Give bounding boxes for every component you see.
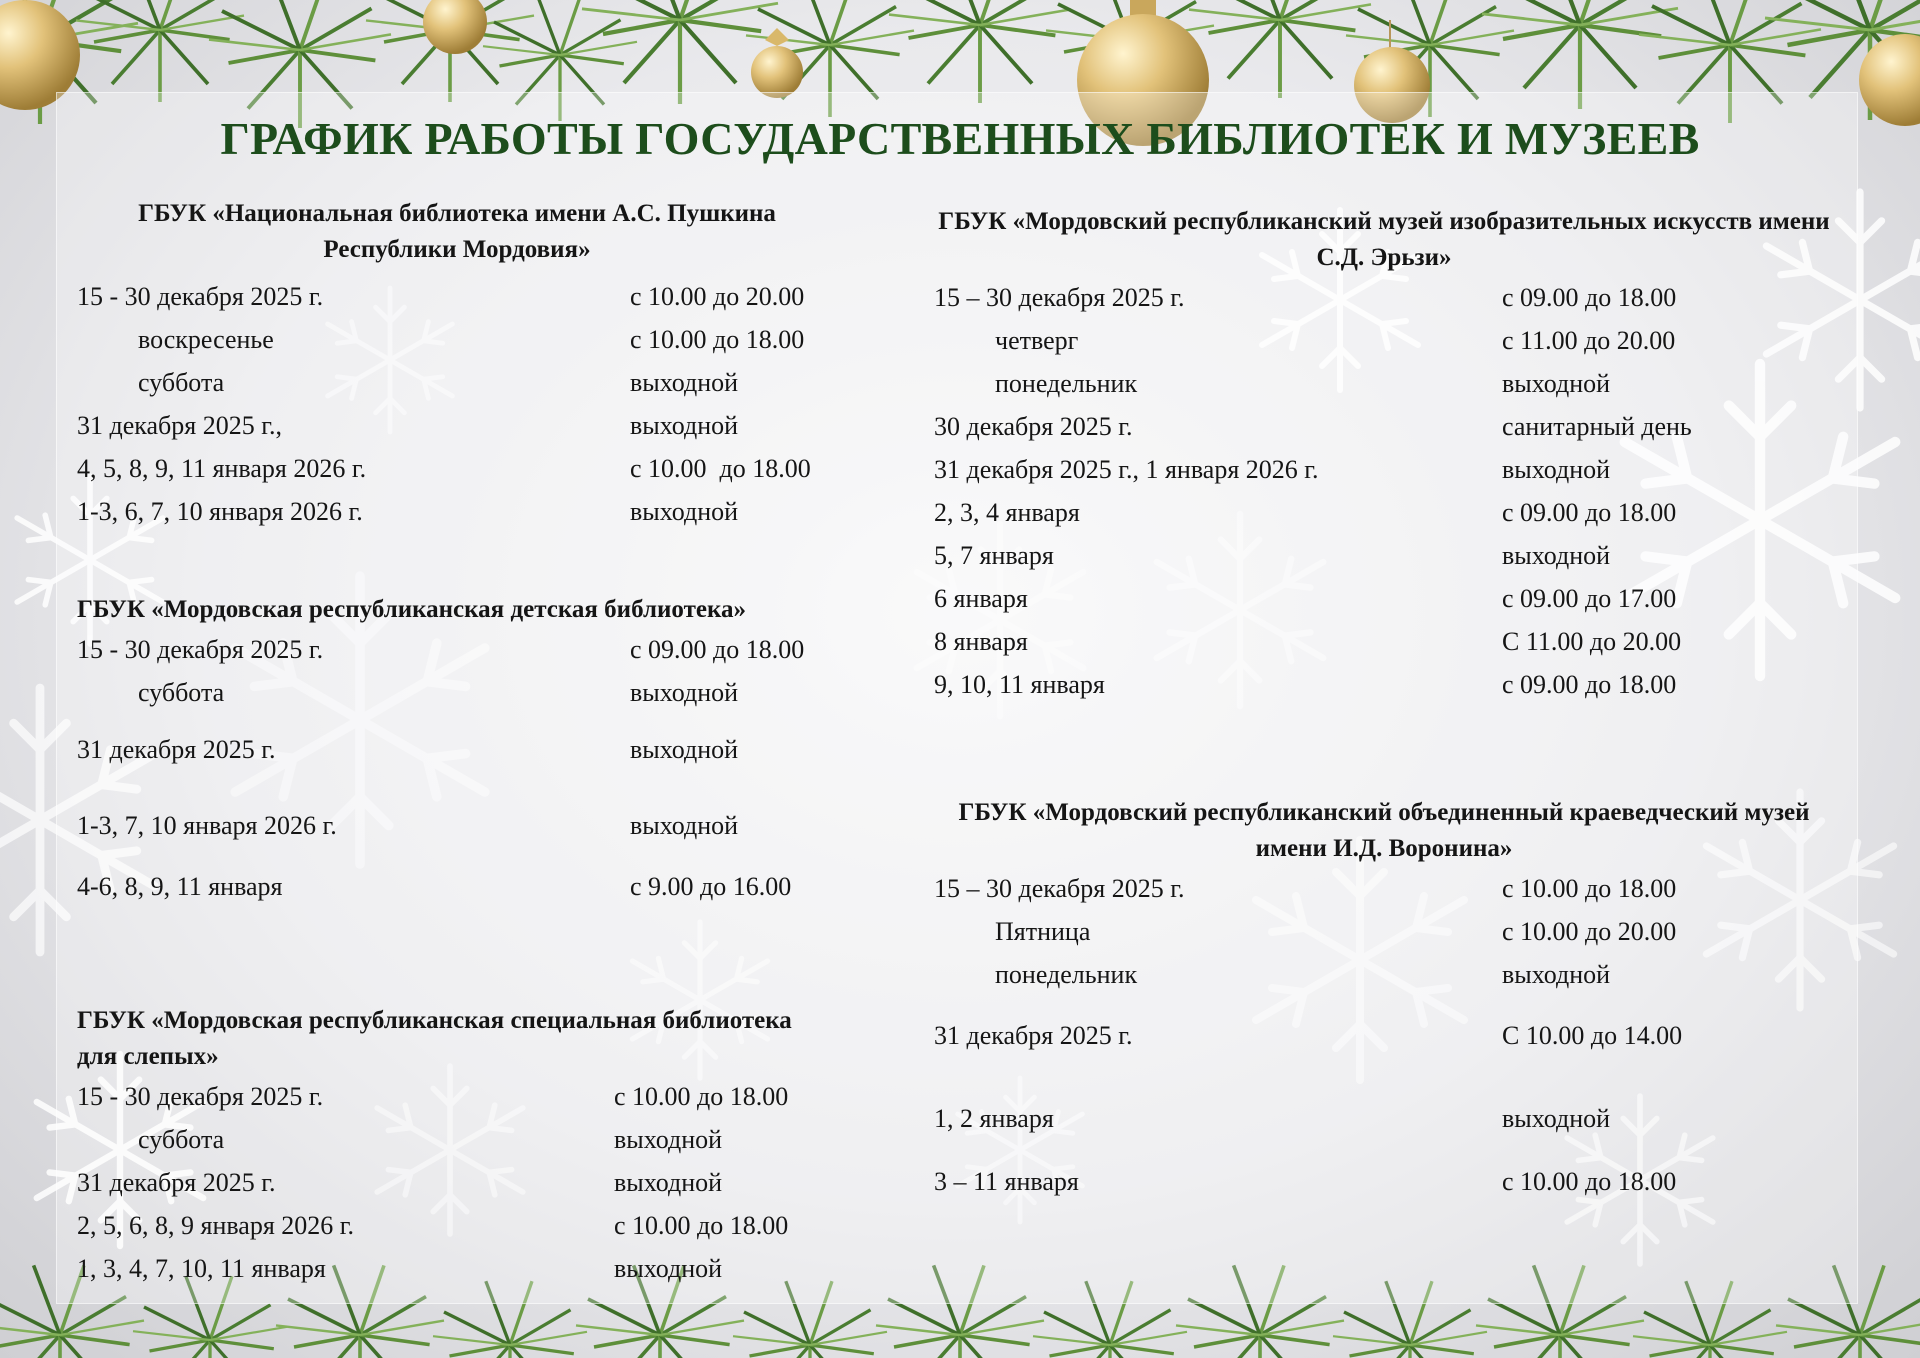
row-hours: с 9.00 до 16.00 bbox=[630, 872, 792, 901]
schedule-row bbox=[77, 361, 917, 404]
row-hours: с 10.00 до 18.00 bbox=[630, 454, 811, 483]
schedule-row bbox=[934, 448, 1854, 491]
row-hours: с 09.00 до 18.00 bbox=[1502, 283, 1677, 312]
schedule-row bbox=[934, 1014, 1854, 1057]
row-hours: выходной bbox=[1502, 960, 1611, 989]
schedule-row bbox=[77, 804, 917, 847]
schedule-row bbox=[934, 405, 1854, 448]
row-hours: выходной bbox=[1502, 369, 1611, 398]
section-children-library bbox=[77, 592, 917, 908]
row-date: 3 – 11 января bbox=[934, 1167, 1079, 1196]
row-date: 1, 2 января bbox=[934, 1104, 1054, 1133]
row-hours: с 10.00 до 20.00 bbox=[630, 282, 805, 311]
row-hours: с 11.00 до 20.00 bbox=[1502, 326, 1676, 355]
row-hours: выходной bbox=[1502, 541, 1611, 570]
row-hours: с 10.00 до 18.00 bbox=[614, 1211, 789, 1240]
schedule-row bbox=[934, 491, 1854, 534]
row-hours: с 09.00 до 18.00 bbox=[630, 635, 805, 664]
org-title: ГБУК «Мордовский республиканский объединенный краеведческий музей имени И.Д. Воронина» bbox=[958, 799, 1810, 862]
schedule-row bbox=[77, 1118, 917, 1161]
schedule-row bbox=[77, 1204, 917, 1247]
row-hours: с 09.00 до 18.00 bbox=[1502, 498, 1677, 527]
org-title: ГБУК «Национальная библиотека имени А.С. Пушкина Республики Мордовия» bbox=[138, 200, 776, 263]
row-hours: выходной bbox=[630, 368, 739, 397]
row-hours: выходной bbox=[614, 1254, 723, 1283]
row-hours: выходной bbox=[630, 411, 739, 440]
org-title: ГБУК «Мордовский республиканский музей изобразительных искусств имени С.Д. Эрьзи» bbox=[938, 208, 1830, 271]
schedule-row bbox=[77, 490, 917, 533]
row-hours: С 10.00 до 14.00 bbox=[1502, 1021, 1683, 1050]
row-date: 31 декабря 2025 г. bbox=[77, 735, 276, 764]
row-date: 15 – 30 декабря 2025 г. bbox=[934, 874, 1185, 903]
schedule-row bbox=[934, 577, 1854, 620]
schedule-row bbox=[77, 728, 917, 771]
schedule-row bbox=[77, 628, 917, 671]
schedule-row bbox=[934, 910, 1854, 953]
row-hours: выходной bbox=[614, 1125, 723, 1154]
row-hours: выходной bbox=[630, 678, 739, 707]
row-date: суббота bbox=[138, 678, 225, 707]
row-hours: с 10.00 до 18.00 bbox=[630, 325, 805, 354]
row-hours: с 10.00 до 18.00 bbox=[1502, 1167, 1677, 1196]
schedule-row bbox=[934, 276, 1854, 319]
schedule-row bbox=[77, 275, 917, 318]
row-date: 15 - 30 декабря 2025 г. bbox=[77, 1082, 324, 1111]
schedule-row bbox=[934, 1160, 1854, 1203]
row-date: 9, 10, 11 января bbox=[934, 670, 1105, 699]
row-hours: выходной bbox=[630, 811, 739, 840]
section-blind-library bbox=[77, 1003, 917, 1290]
schedule-row bbox=[934, 534, 1854, 577]
row-date: 1-3, 7, 10 января 2026 г. bbox=[77, 811, 337, 840]
row-date: 31 декабря 2025 г. bbox=[77, 1168, 276, 1197]
row-date: 4-6, 8, 9, 11 января bbox=[77, 872, 283, 901]
schedule-row bbox=[77, 671, 917, 714]
row-date: 1-3, 6, 7, 10 января 2026 г. bbox=[77, 497, 363, 526]
row-date: Пятница bbox=[995, 917, 1091, 946]
schedule-row bbox=[934, 663, 1854, 706]
section-national-library bbox=[77, 196, 917, 533]
org-title: ГБУК «Мордовская республиканская детская библиотека» bbox=[77, 596, 746, 623]
schedule-row bbox=[77, 447, 917, 490]
section-local-history-museum bbox=[934, 795, 1854, 1203]
schedule-row bbox=[934, 362, 1854, 405]
row-date: четверг bbox=[995, 326, 1079, 355]
row-hours: выходной bbox=[1502, 455, 1611, 484]
schedule-row bbox=[77, 404, 917, 447]
schedule-row bbox=[934, 620, 1854, 663]
row-hours: санитарный день bbox=[1502, 412, 1692, 441]
schedule-row bbox=[934, 953, 1854, 996]
schedule-row bbox=[934, 867, 1854, 910]
row-date: понедельник bbox=[995, 369, 1138, 398]
page-title: ГРАФИК РАБОТЫ ГОСУДАРСТВЕННЫХ БИБЛИОТЕК И МУЗЕЕВ bbox=[220, 113, 1700, 164]
schedule-row bbox=[77, 1161, 917, 1204]
row-date: 15 - 30 декабря 2025 г. bbox=[77, 635, 324, 664]
org-title: ГБУК «Мордовская республиканская специальная библиотека bbox=[77, 1007, 792, 1034]
row-date: 31 декабря 2025 г., 1 января 2026 г. bbox=[934, 455, 1319, 484]
row-hours: С 11.00 до 20.00 bbox=[1502, 627, 1682, 656]
row-date: суббота bbox=[138, 1125, 225, 1154]
row-hours: выходной bbox=[630, 497, 739, 526]
row-date: 4, 5, 8, 9, 11 января 2026 г. bbox=[77, 454, 367, 483]
row-hours: выходной bbox=[630, 735, 739, 764]
schedule-row bbox=[934, 1097, 1854, 1140]
row-date: 6 января bbox=[934, 584, 1028, 613]
section-art-museum bbox=[934, 204, 1854, 706]
row-date: 2, 5, 6, 8, 9 января 2026 г. bbox=[77, 1211, 355, 1240]
row-hours: выходной bbox=[614, 1168, 723, 1197]
row-date: понедельник bbox=[995, 960, 1138, 989]
row-hours: с 10.00 до 20.00 bbox=[1502, 917, 1677, 946]
schedule-row bbox=[77, 1247, 917, 1290]
row-hours: с 10.00 до 18.00 bbox=[614, 1082, 789, 1111]
schedule-row bbox=[77, 318, 917, 361]
row-date: 30 декабря 2025 г. bbox=[934, 412, 1133, 441]
row-date: 15 - 30 декабря 2025 г. bbox=[77, 282, 324, 311]
schedule-row bbox=[77, 865, 917, 908]
row-hours: с 09.00 до 17.00 bbox=[1502, 584, 1677, 613]
row-date: суббота bbox=[138, 368, 225, 397]
row-date: 5, 7 января bbox=[934, 541, 1054, 570]
row-date: воскресенье bbox=[138, 325, 274, 354]
row-date: 8 января bbox=[934, 627, 1028, 656]
row-date: 1, 3, 4, 7, 10, 11 января bbox=[77, 1254, 326, 1283]
schedule-row bbox=[77, 1075, 917, 1118]
row-date: 31 декабря 2025 г., bbox=[77, 411, 282, 440]
row-hours: выходной bbox=[1502, 1104, 1611, 1133]
row-date: 31 декабря 2025 г. bbox=[934, 1021, 1133, 1050]
row-hours: с 09.00 до 18.00 bbox=[1502, 670, 1677, 699]
row-hours: с 10.00 до 18.00 bbox=[1502, 874, 1677, 903]
org-title-continued: для слепых» bbox=[77, 1043, 219, 1070]
row-date: 2, 3, 4 января bbox=[934, 498, 1080, 527]
schedule-row bbox=[934, 319, 1854, 362]
row-date: 15 – 30 декабря 2025 г. bbox=[934, 283, 1185, 312]
